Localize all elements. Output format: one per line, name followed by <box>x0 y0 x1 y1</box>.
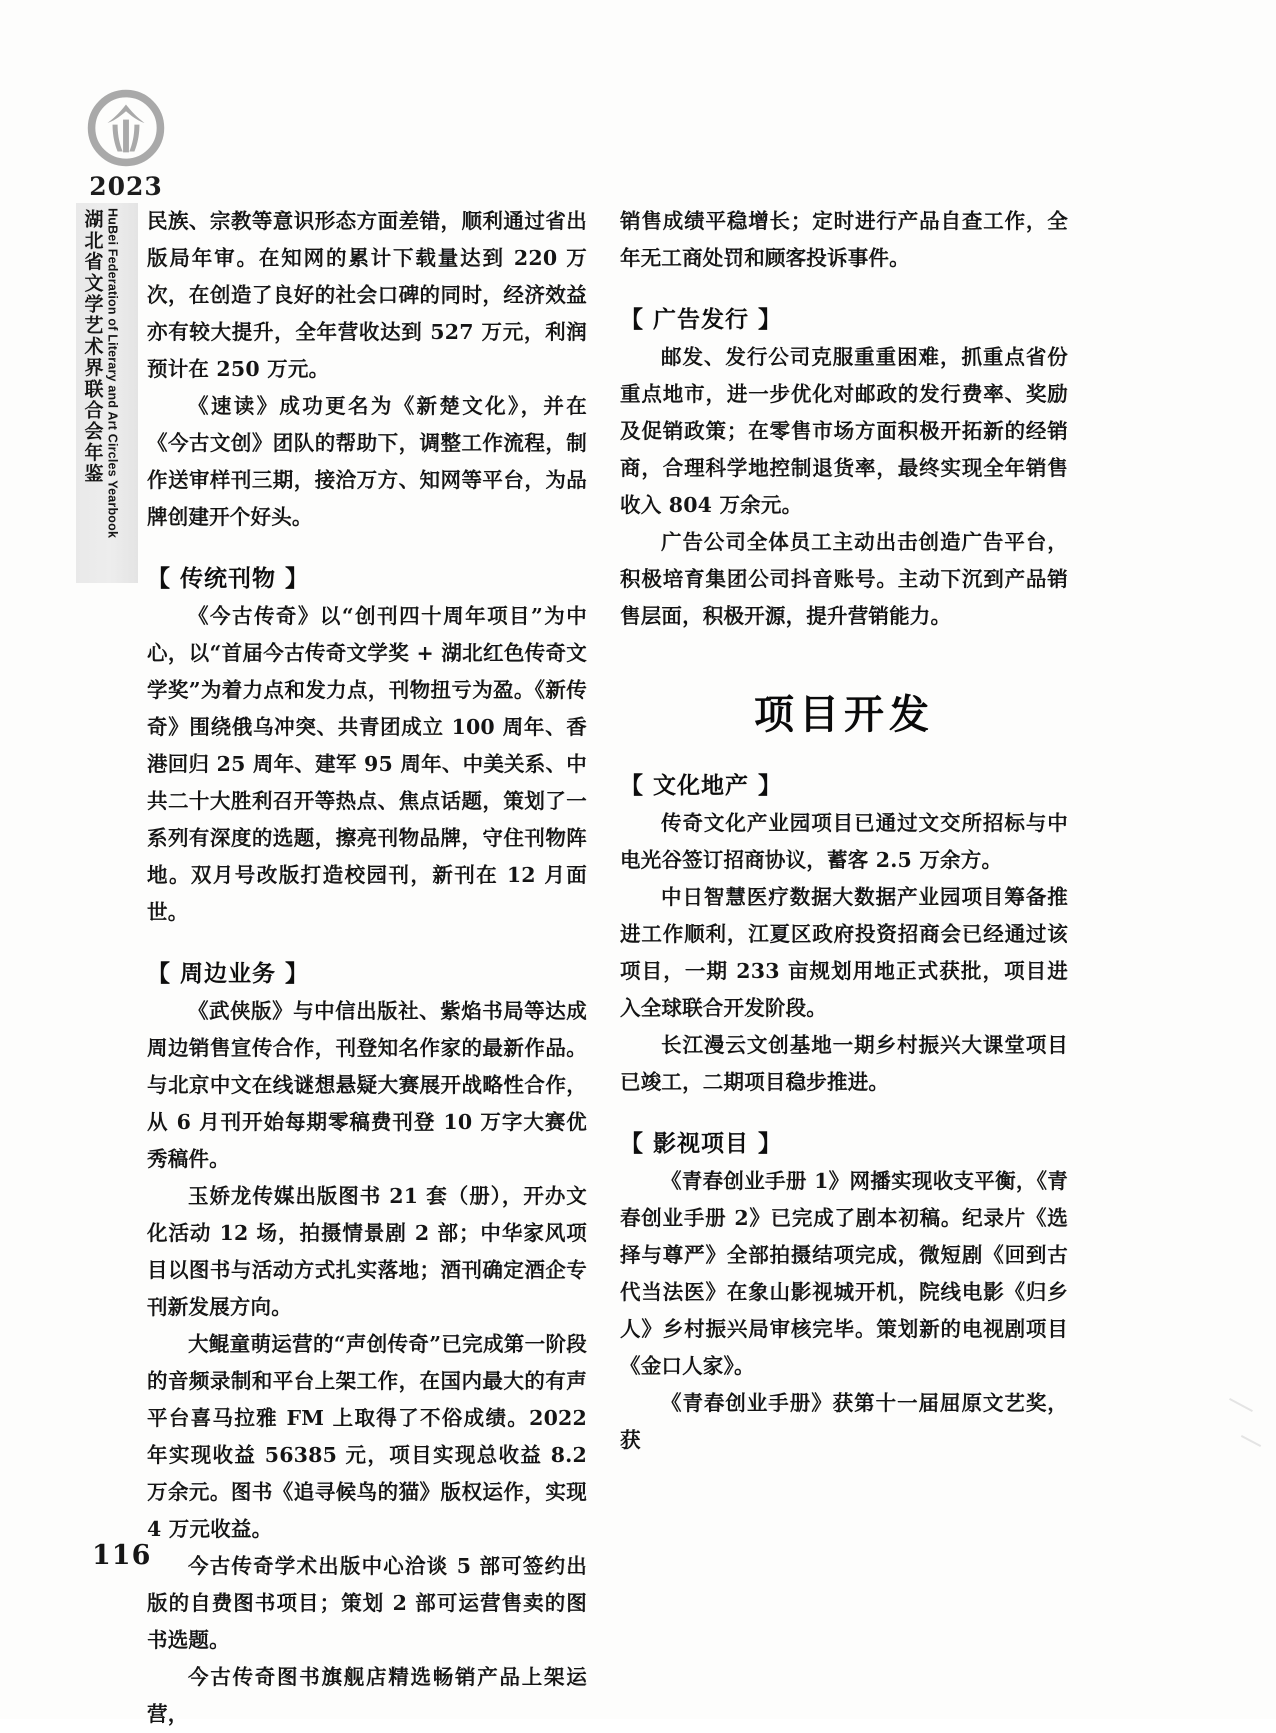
paragraph: 大鲲童萌运营的“声创传奇”已完成第一阶段的音频录制和平台上架工作，在国内最大的有声平台喜马拉雅 FM 上取得了不俗成绩。2022 年实现收益 56385 元，项目实现总收益 8.2 万余元。图书《追寻候鸟的猫》版权运作，实现 4 万元收益。 <box>147 1332 587 1541</box>
paragraph: 邮发、发行公司克服重重困难，抓重点省份重点地市，进一步优化对邮政的发行费率、奖励及促销政策；在零售市场方面积极开拓新的经销商，合理科学地控制退货率，最终实现全年销售收入 804 万余元。 <box>620 345 1068 517</box>
paragraph: 广告公司全体员工主动出击创造广告平台，积极培育集团公司抖音账号。主动下沉到产品销售层面，积极开源，提升营销能力。 <box>620 530 1068 628</box>
paragraph: 中日智慧医疗数据大数据产业园项目筹备推进工作顺利，江夏区政府投资招商会已经通过该项目，一期 233 亩规划用地正式获批，项目进入全球联合开发阶段。 <box>620 885 1068 1020</box>
paragraph: 《今古传奇》以“创刊四十周年项目”为中心，以“首届今古传奇文学奖 + 湖北红色传奇文学奖”为着力点和发力点，刊物扭亏为盈。《新传奇》围绕俄乌冲突、共青团成立 100 周年、香港回归 25 周年、建军 95 周年、中美关系、中共二十大胜利召开等热点、焦点话题，策划了一系列有深度的选题，擦亮刊物品牌，守住刊物阵地。双月号改版打造校园刊，新刊在 12 月面世。 <box>147 604 587 924</box>
paragraph: 今古传奇图书旗舰店精选畅销产品上架运营， <box>147 1665 587 1726</box>
paragraph: 玉娇龙传媒出版图书 21 套（册），开办文化活动 12 场，拍摄情景剧 2 部；中华家风项目以图书与活动方式扎实落地；酒刊确定酒企专刊新发展方向。 <box>147 1184 587 1319</box>
section-heading-cultural-real-estate: 【 文化地产 】 <box>620 773 783 799</box>
masthead <box>66 86 186 201</box>
paragraph: 长江漫云文创基地一期乡村振兴大课堂项目已竣工，二期项目稳步推进。 <box>620 1033 1068 1094</box>
text-column-right <box>620 203 1068 1459</box>
paragraph: 《青春创业手册 1》网播实现收支平衡，《青春创业手册 2》已完成了剧本初稿。纪录片《选择与尊严》全部拍摄结项完成，微短剧《回到古代当法医》在象山影视城开机，院线电影《归乡人》乡村振兴局审核完毕。策划新的电视剧项目《金口人家》。 <box>620 1169 1068 1378</box>
masthead-year: 2023 <box>89 172 163 201</box>
paragraph: 《武侠版》与中信出版社、紫焰书局等达成周边销售宣传合作，刊登知名作家的最新作品。与北京中文在线谜想悬疑大赛展开战略性合作，从 6 月刊开始每期零稿费刊登 10 万字大赛优秀稿件。 <box>147 999 587 1171</box>
part-title-project-development: 项目开发 <box>754 692 934 738</box>
text-column-left <box>147 203 587 1733</box>
scan-edge-artifact <box>1241 1435 1261 1447</box>
section-heading-traditional-publications: 【 传统刊物 】 <box>147 566 310 592</box>
paragraph: 《青春创业手册》获第十一届屈原文艺奖，获 <box>620 1391 1068 1452</box>
section-heading-peripheral-business: 【 周边业务 】 <box>147 961 310 987</box>
page-number-folio: 116 <box>92 1540 152 1571</box>
paragraph: 民族、宗教等意识形态方面差错，顺利通过省出版局年审。在知网的累计下载量达到 220 万次，在创造了良好的社会口碑的同时，经济效益亦有较大提升，全年营收达到 527 万元，利润预计在 250 万元。 <box>147 209 587 381</box>
paragraph: 今古传奇学术出版中心洽谈 5 部可签约出版的自费图书项目；策划 2 部可运营售卖的图书选题。 <box>147 1554 587 1652</box>
running-head-english: HuBei Federation of Literary and Art Circles Yearbook <box>105 208 120 539</box>
paragraph: 传奇文化产业园项目已通过文交所招标与中电光谷签订招商协议，蓄客 2.5 万余方。 <box>620 811 1068 872</box>
paragraph: 销售成绩平稳增长；定时进行产品自查工作，全年无工商处罚和顾客投诉事件。 <box>620 209 1068 270</box>
scan-edge-artifact <box>1229 1398 1253 1412</box>
running-head-chinese: 湖北省文学艺术界联合会年鉴 <box>81 209 104 485</box>
hubei-federation-emblem-icon <box>84 86 168 170</box>
section-heading-advertising-distribution: 【 广告发行 】 <box>620 307 783 333</box>
section-heading-film-tv-projects: 【 影视项目 】 <box>620 1131 783 1157</box>
paragraph: 《速读》成功更名为《新楚文化》，并在《今古文创》团队的帮助下，调整工作流程，制作送审样刊三期，接洽万方、知网等平台，为品牌创建开个好头。 <box>147 394 587 529</box>
vertical-running-head <box>76 203 138 583</box>
